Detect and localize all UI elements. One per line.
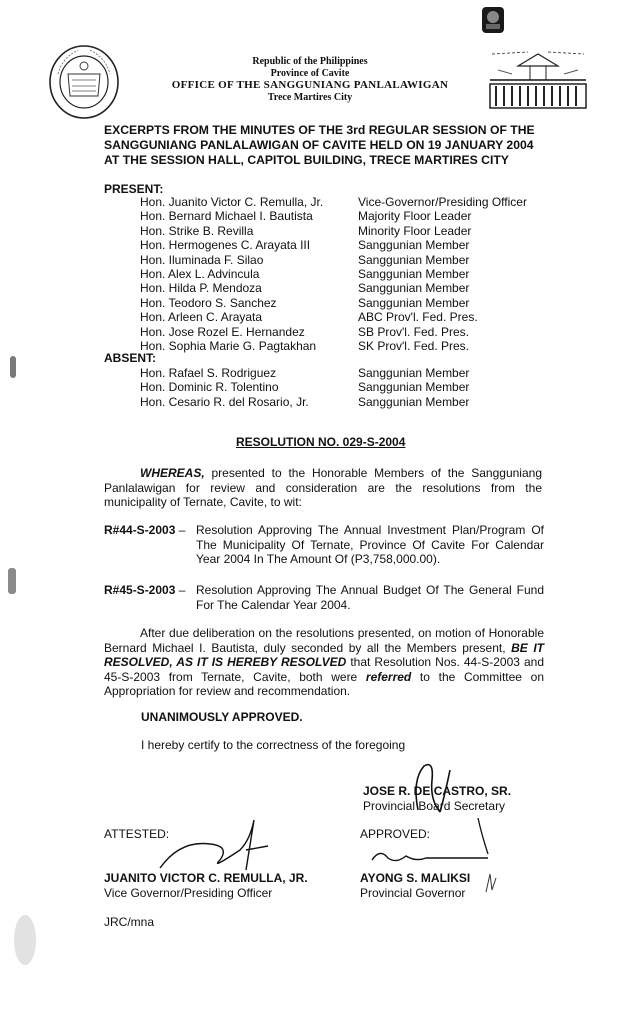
- whereas-text: presented to the Honorable Members of the Sangguniang Panlalawigan for review and consideration are the resolutions from the municipality of Ternate, Cavite, to wit:: [104, 466, 542, 510]
- member-name: Hon. Iluminada F. Silao: [140, 252, 264, 267]
- resolution-number: R#45-S-2003: [104, 583, 176, 597]
- resolution-title: RESOLUTION NO. 029-S-2004: [236, 435, 406, 449]
- member-role: Sanggunian Member: [358, 295, 470, 310]
- provincial-seal-logo: [48, 44, 120, 120]
- resolution-dash: –: [175, 583, 186, 597]
- member-name: Hon. Sophia Marie G. Pagtakhan: [140, 339, 317, 353]
- member-role: SK Prov'l. Fed. Pres.: [358, 339, 469, 353]
- vice-governor-signature: [150, 810, 280, 880]
- whereas-paragraph: [104, 466, 542, 510]
- approved-label: APPROVED:: [360, 827, 431, 841]
- deliberation-paragraph: After due deliberation on the resolutions presented, on motion of Honorable Bernard Michael I. Bautista, duly seconded by all the Members present, BE IT RESOLVED, AS IT IS HEREBY RESOLVED that Resolution Nos. 44-S-2003 and 45-S-2003 from Ternate, Cavite, both were referred to the Committee on Appropriation for review and recommendation.: [104, 626, 544, 699]
- governor-title: Provincial Governor: [360, 886, 466, 900]
- resolution-text: Resolution Approving The Annual Investment Plan/Program Of The Municipality Of Ternate, Province Of Cavite For Calendar Year 2004 In The Amount Of (P3,758,000.00).: [196, 523, 544, 567]
- resolution-item: [104, 523, 544, 573]
- resolution-text: Resolution Approving The Annual Budget Of The General Fund For The Calendar Year 2004.: [196, 583, 544, 612]
- vice-governor-title: Vice Governor/Presiding Officer: [104, 886, 273, 900]
- member-role: Sanggunian Member: [358, 366, 470, 380]
- member-name: Hon. Cesario R. del Rosario, Jr.: [140, 394, 309, 409]
- resolution-number: R#44-S-2003: [104, 523, 176, 537]
- scan-mark: [8, 568, 16, 594]
- member-role: ABC Prov'l. Fed. Pres.: [358, 310, 478, 325]
- referred-word: referred: [365, 669, 412, 684]
- member-role: Sanggunian Member: [358, 394, 470, 409]
- member-name: Hon. Rafael S. Rodriguez: [140, 366, 277, 380]
- member-name: Hon. Jose Rozel E. Hernandez: [140, 324, 305, 339]
- header-republic: Republic of the Philippines: [252, 56, 368, 67]
- resolution-item: [104, 583, 544, 615]
- member-name: Hon. Hermogenes C. Arayata III: [140, 238, 311, 253]
- member-name: Hon. Juanito Victor C. Remulla, Jr.: [140, 195, 324, 209]
- member-role: Sanggunian Member: [358, 267, 470, 281]
- reference-initials: JRC/mna: [104, 915, 155, 929]
- certification-text: I hereby certify to the correctness of the foregoing: [141, 738, 406, 752]
- governor-name: AYONG S. MALIKSI: [360, 871, 471, 885]
- member-name: Hon. Strike B. Revilla: [140, 223, 254, 238]
- whereas-keyword: WHEREAS,: [140, 466, 205, 480]
- member-role: Vice-Governor/Presiding Officer: [358, 195, 527, 209]
- member-role: Minority Floor Leader: [358, 223, 472, 238]
- member-name: Hon. Hilda P. Mendoza: [140, 281, 262, 296]
- member-role: Sanggunian Member: [358, 252, 470, 267]
- unanimous-approval: UNANIMOUSLY APPROVED.: [141, 710, 303, 724]
- member-name: Hon. Teodoro S. Sanchez: [140, 295, 277, 310]
- absent-label: ABSENT:: [104, 351, 157, 365]
- secretary-name: JOSE R. DE CASTRO, SR.: [363, 784, 512, 798]
- scan-stain: [14, 915, 36, 965]
- present-label: PRESENT:: [104, 182, 164, 196]
- vice-governor-name: JUANITO VICTOR C. REMULLA, JR.: [104, 871, 308, 885]
- scan-mark: [10, 356, 16, 378]
- member-name: Hon. Arleen C. Arayata: [140, 310, 263, 325]
- member-role: Sanggunian Member: [358, 380, 470, 395]
- resolution-dash: –: [175, 523, 186, 537]
- member-name: Hon. Dominic R. Tolentino: [140, 380, 279, 395]
- emblem-icon: [481, 6, 505, 34]
- attested-label: ATTESTED:: [104, 827, 170, 841]
- header-city: Trece Martires City: [267, 92, 353, 103]
- member-name: Hon. Bernard Michael I. Bautista: [140, 209, 313, 224]
- capitol-building-logo: [488, 44, 588, 110]
- initial-mark: [484, 872, 498, 894]
- header-province: Province of Cavite: [270, 68, 350, 79]
- member-role: Majority Floor Leader: [358, 209, 472, 224]
- excerpt-title: EXCERPTS FROM THE MINUTES OF THE 3rd REGULAR SESSION OF THE SANGGUNIANG PANLALAWIGAN OF CAVITE HELD ON 19 JANUARY 2004 AT THE SESSION HALL, CAPITOL BUILDING, TRECE MARTIRES CITY: [104, 123, 535, 167]
- secretary-title: Provincial Board Secretary: [363, 799, 506, 813]
- member-role: Sanggunian Member: [358, 238, 470, 253]
- resolved-clause: BE IT RESOLVED, AS IT IS HEREBY RESOLVED: [104, 640, 544, 670]
- member-name: Hon. Alex L. Advincula: [140, 267, 260, 281]
- member-role: SB Prov'l. Fed. Pres.: [358, 324, 469, 339]
- member-role: Sanggunian Member: [358, 281, 470, 296]
- header-office: OFFICE OF THE SANGGUNIANG PANLALAWIGAN: [171, 79, 449, 91]
